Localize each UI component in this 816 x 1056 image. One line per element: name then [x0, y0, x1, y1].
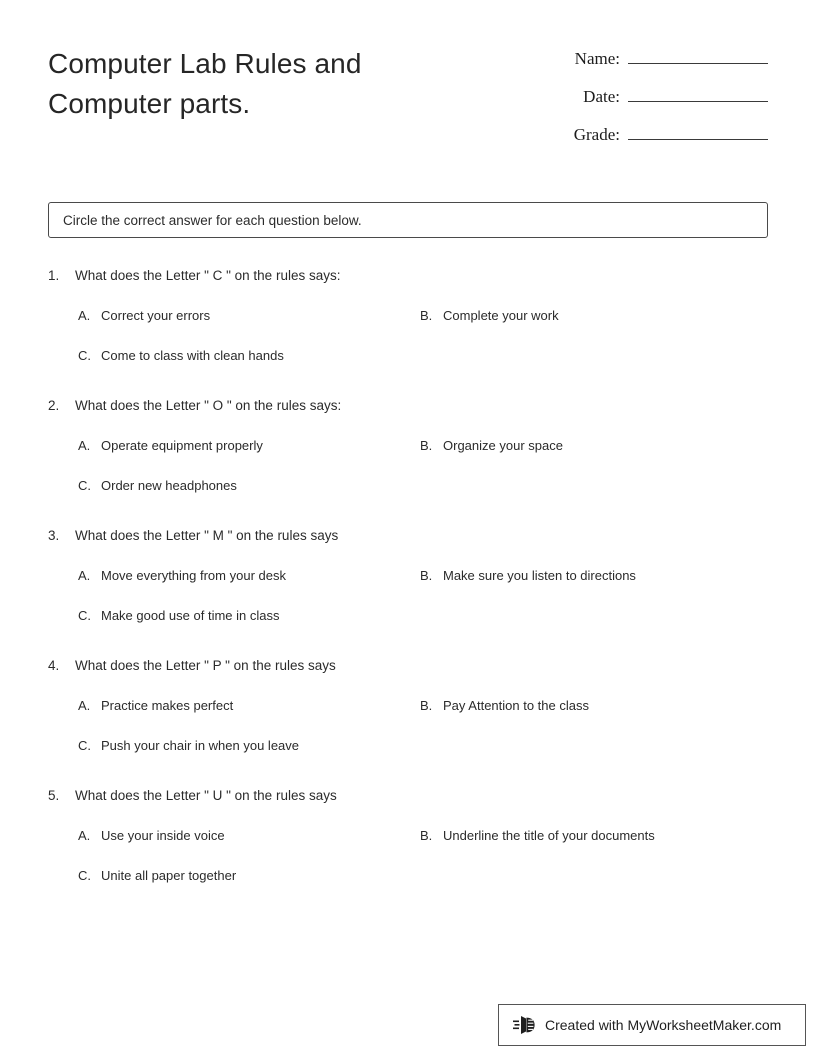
choice-a[interactable] — [78, 828, 225, 843]
choice-b[interactable] — [420, 698, 589, 713]
choice-letter: A. — [78, 308, 91, 323]
choice-text: Pay Attention to the class — [443, 698, 589, 713]
grade-label: Grade: — [573, 125, 620, 144]
choice-text: Practice makes perfect — [101, 698, 234, 713]
question-text: What does the Letter " M " on the rules says — [75, 528, 339, 543]
answer-row — [48, 698, 768, 738]
choice-text: Use your inside voice — [101, 828, 225, 843]
choice-text: Organize your space — [443, 438, 563, 453]
choice-letter: A. — [78, 438, 91, 453]
choice-letter: A. — [78, 698, 91, 713]
footer-credit-badge — [498, 1004, 806, 1046]
choice-text: Order new headphones — [101, 478, 237, 493]
question-number: 4. — [48, 658, 60, 673]
footer-credit-text: Created with MyWorksheetMaker.com — [545, 1017, 782, 1033]
choice-a[interactable] — [78, 438, 263, 453]
name-input-line[interactable] — [628, 48, 768, 64]
date-field-row — [518, 86, 768, 124]
worksheet-maker-logo-icon — [513, 1014, 537, 1036]
question-item — [48, 658, 768, 788]
student-info-fields — [518, 48, 768, 162]
answer-row — [48, 478, 768, 518]
choice-text: Push your chair in when you leave — [101, 738, 300, 753]
grade-field-row — [518, 124, 768, 162]
choice-text: Make good use of time in class — [101, 608, 280, 623]
choice-text: Come to class with clean hands — [101, 348, 284, 363]
question-number: 1. — [48, 268, 60, 283]
question-number: 2. — [48, 398, 60, 413]
answer-row — [48, 438, 768, 478]
choice-text: Complete your work — [443, 308, 559, 323]
question-number: 5. — [48, 788, 60, 803]
choice-letter: C. — [78, 478, 91, 493]
answer-row — [48, 828, 768, 868]
instruction-box — [48, 202, 768, 238]
choice-c[interactable] — [78, 348, 284, 363]
question-item — [48, 528, 768, 658]
question-heading — [48, 268, 768, 308]
answer-row — [48, 868, 768, 908]
choice-letter: B. — [420, 568, 433, 583]
question-list — [48, 268, 768, 918]
choice-text: Unite all paper together — [101, 868, 237, 883]
choice-letter: B. — [420, 308, 433, 323]
choice-text: Operate equipment properly — [101, 438, 263, 453]
choice-text: Underline the title of your documents — [443, 828, 655, 843]
question-number: 3. — [48, 528, 60, 543]
answer-row — [48, 568, 768, 608]
choice-b[interactable] — [420, 568, 636, 583]
name-label: Name: — [574, 49, 620, 68]
choice-letter: A. — [78, 828, 91, 843]
choice-text: Move everything from your desk — [101, 568, 286, 583]
date-input-line[interactable] — [628, 86, 768, 102]
page-title: Computer Lab Rules and Computer parts. — [48, 48, 362, 119]
choice-b[interactable] — [420, 438, 563, 453]
choice-c[interactable] — [78, 738, 299, 753]
choice-letter: B. — [420, 698, 433, 713]
choice-c[interactable] — [78, 478, 237, 493]
answer-row — [48, 308, 768, 348]
choice-letter: A. — [78, 568, 91, 583]
question-heading — [48, 528, 768, 568]
choice-a[interactable] — [78, 308, 210, 323]
answer-row — [48, 608, 768, 648]
date-label: Date: — [583, 87, 620, 106]
choice-c[interactable] — [78, 608, 279, 623]
question-item — [48, 268, 768, 398]
instruction-text: Circle the correct answer for each question below. — [63, 212, 362, 228]
name-field-row — [518, 48, 768, 86]
choice-letter: C. — [78, 348, 91, 363]
answer-row — [48, 348, 768, 388]
choice-letter: C. — [78, 608, 91, 623]
choice-letter: C. — [78, 868, 91, 883]
choice-text: Make sure you listen to directions — [443, 568, 636, 583]
choice-letter: B. — [420, 828, 433, 843]
question-text: What does the Letter " O " on the rules says: — [75, 398, 342, 413]
question-item — [48, 788, 768, 918]
choice-a[interactable] — [78, 698, 233, 713]
choice-text: Correct your errors — [101, 308, 211, 323]
question-heading — [48, 658, 768, 698]
choice-b[interactable] — [420, 828, 655, 843]
choice-c[interactable] — [78, 868, 236, 883]
answer-row — [48, 738, 768, 778]
question-heading — [48, 788, 768, 828]
question-text: What does the Letter " C " on the rules says: — [75, 268, 341, 283]
choice-letter: C. — [78, 738, 91, 753]
choice-b[interactable] — [420, 308, 559, 323]
question-heading — [48, 398, 768, 438]
worksheet-header — [48, 44, 768, 174]
question-text: What does the Letter " U " on the rules says — [75, 788, 337, 803]
grade-input-line[interactable] — [628, 124, 768, 140]
choice-letter: B. — [420, 438, 433, 453]
question-text: What does the Letter " P " on the rules says — [75, 658, 336, 673]
choice-a[interactable] — [78, 568, 286, 583]
question-item — [48, 398, 768, 528]
